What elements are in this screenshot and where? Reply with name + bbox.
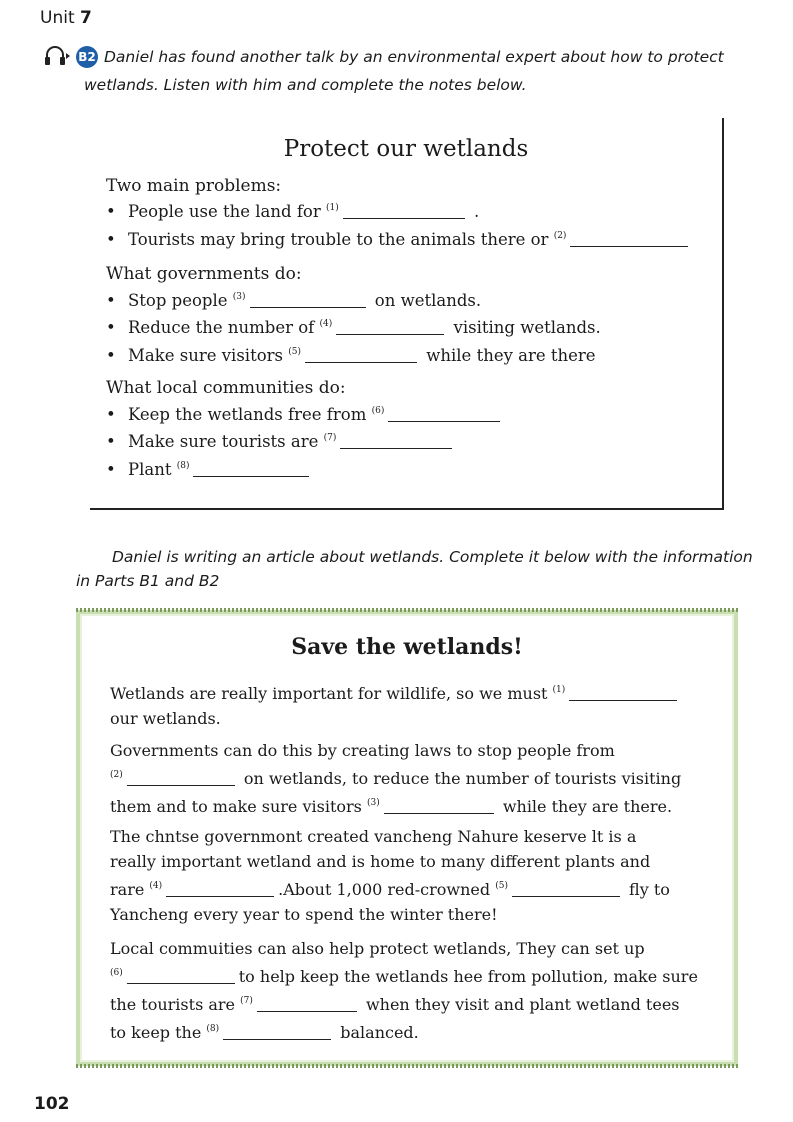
answer-blank[interactable] (127, 771, 235, 786)
instruction-b2: B2 Daniel has found another talk by an environmental expert about how to protect wetlands. Listen with him and complete the notes below. (44, 44, 764, 97)
answer-blank[interactable] (305, 348, 417, 363)
answer-blank[interactable] (570, 232, 688, 247)
answer-blank[interactable] (343, 204, 465, 219)
answer-blank[interactable] (250, 293, 366, 308)
article-paragraph: The chntse governmont created vancheng Nahure keserve lt is a really important wetland and is home to many different plants and rare $^{(4)}$ .About 1,000 red-crowned $^{(5)}$ fly to Yancheng every year to spend the winter there! (110, 827, 670, 924)
list-item: • Reduce the number of $^{(4)}$ visiting wetlands. (106, 318, 601, 337)
article-paragraph: Governments can do this by creating laws to stop people from $^{(2)}$ on wetlands, to reduce the number of tourists visiting them and to make sure visitors $^{(3)}$ while they are there. (110, 741, 682, 816)
list-item: • Tourists may bring trouble to the animals there or $^{(2)}$ (106, 230, 692, 249)
list-item: • Make sure visitors $^{(5)}$ while they are there (106, 346, 596, 365)
answer-blank[interactable] (340, 434, 452, 449)
answer-blank[interactable] (223, 1025, 331, 1040)
part-badge: B2 (76, 46, 98, 68)
answer-blank[interactable] (193, 462, 309, 477)
answer-blank[interactable] (127, 969, 235, 984)
article-box (76, 610, 738, 1066)
list-item: • Keep the wetlands free from $^{(6)}$ (106, 405, 504, 424)
section-heading: What governments do: (106, 264, 302, 284)
article-paragraph: Wetlands are really important for wildlife, so we must $^{(1)}$ our wetlands. (110, 678, 720, 731)
section-heading: What local communities do: (106, 378, 346, 398)
list-item: • Plant $^{(8)}$ (106, 460, 313, 479)
list-item: • Make sure tourists are $^{(7)}$ (106, 432, 456, 451)
unit-heading: Unit 7 (40, 8, 92, 28)
answer-blank[interactable] (569, 686, 677, 701)
headphones-icon (44, 44, 72, 73)
answer-blank[interactable] (512, 882, 620, 897)
answer-blank[interactable] (166, 882, 274, 897)
section-heading: Two main problems: (106, 176, 282, 196)
answer-blank[interactable] (336, 320, 444, 335)
notes-title: Protect our wetlands (283, 136, 529, 162)
notes-box (86, 118, 726, 510)
list-item: • Stop people $^{(3)}$ on wetlands. (106, 291, 482, 310)
answer-blank[interactable] (257, 997, 357, 1012)
list-item: • People use the land for $^{(1)}$ . (106, 202, 480, 221)
article-title: Save the wetlands! (291, 634, 523, 660)
answer-blank[interactable] (388, 407, 500, 422)
page-number: 102 (34, 1094, 70, 1114)
instruction-b3: Daniel is writing an article about wetlands. Complete it below with the information in Parts B1 and B2 (76, 548, 753, 590)
answer-blank[interactable] (384, 799, 494, 814)
article-paragraph: Local commuities can also help protect wetlands, They can set up $^{(6)}$ to help keep the wetlands hee from pollution, make sure the tourists are $^{(7)}$ when they visit and plant wetland tees to keep the $^{(8)}$ balanced. (110, 939, 698, 1042)
